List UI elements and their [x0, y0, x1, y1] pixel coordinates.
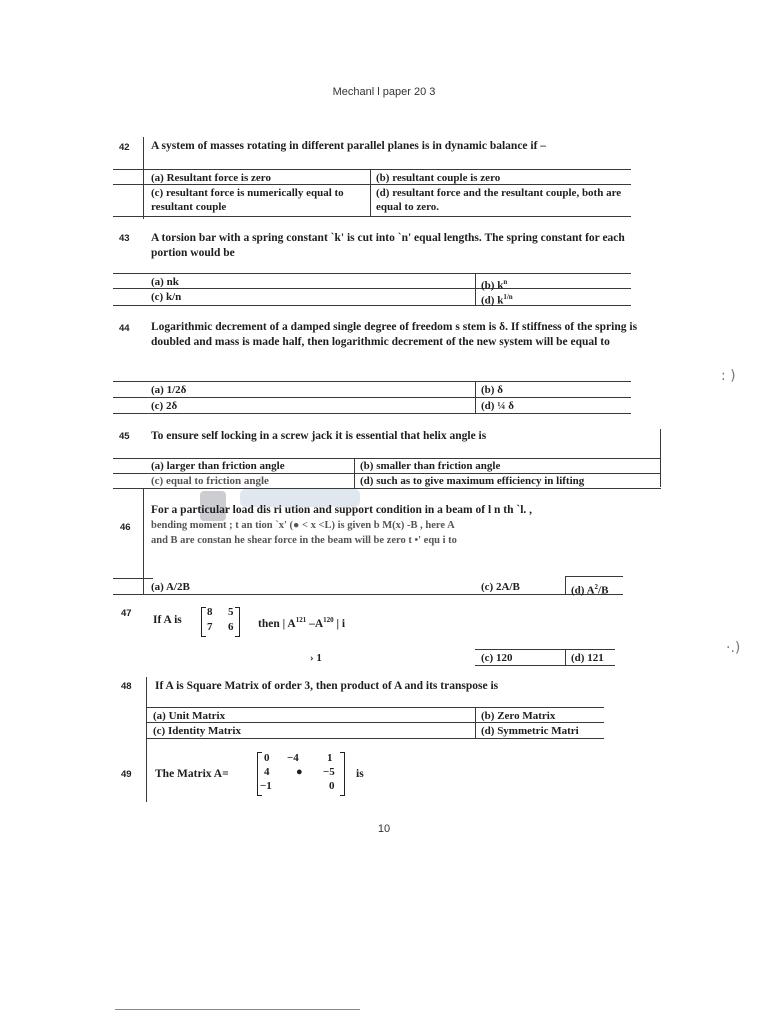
option-d-tail: /B: [598, 584, 609, 597]
table-rule: [146, 707, 604, 708]
option-c: (c) 2A/B: [481, 581, 520, 593]
table-rule: [146, 738, 604, 739]
table-rule: [113, 169, 631, 170]
option-c: (c) 120: [481, 652, 513, 664]
table-rule: [475, 649, 615, 650]
question-text: If A is Square Matrix of order 3, then product of A and its transpose is: [155, 680, 499, 692]
matrix-bracket-right: [340, 752, 345, 796]
option-b: (b) δ: [481, 384, 503, 396]
option-a: (a) larger than friction angle: [151, 460, 285, 472]
option-a: (a) Resultant force is zero: [151, 172, 271, 184]
table-rule: [113, 288, 631, 289]
question-text: A torsion bar with a spring constant `k' is cut into `n' equal lengths. The spring constant for each portion would be: [151, 232, 625, 259]
text-post: then | A: [258, 617, 296, 630]
table-rule: [113, 273, 631, 274]
table-rule: [565, 576, 566, 594]
matrix-bracket-right: [235, 607, 240, 637]
table-rule: [113, 578, 153, 579]
question-rule: [146, 677, 147, 802]
matrix-cell: ●: [296, 766, 303, 778]
table-rule: [475, 381, 476, 413]
option-a: (a) nk: [151, 276, 179, 288]
table-rule: [113, 305, 631, 306]
matrix-bracket-left: [201, 607, 206, 637]
option-b: (b) Zero Matrix: [481, 710, 556, 722]
margin-mark: : ): [721, 368, 736, 384]
option-d: (d) ¼ δ: [481, 400, 514, 412]
question-text-post: [258, 613, 345, 632]
table-rule: [565, 649, 566, 665]
question-text-line3: and B are constan he shear force in the beam will be zero t •' equ i to: [151, 535, 457, 546]
question-number: 44: [119, 323, 130, 334]
matrix-cell: 4: [264, 766, 270, 778]
option-c: (c) 2δ: [151, 400, 178, 412]
option-d: (d) such as to give maximum efficiency in lifting: [360, 475, 585, 487]
matrix-cell: 8: [207, 606, 213, 618]
option-a: (a) 1/2δ: [151, 384, 187, 396]
question-text: Logarithmic decrement of a damped single degree of freedom s stem is δ. If stiffness of the spring is doubled and mass is made half, then logarithmic decrement of the new system will be equal to: [151, 321, 638, 348]
table-rule: [370, 169, 371, 216]
option-c: (c) Identity Matrix: [153, 725, 241, 737]
table-rule: [113, 216, 631, 217]
question-rule: [143, 137, 144, 219]
option-c: (c) equal to friction angle: [151, 475, 269, 487]
question-number: 48: [121, 681, 132, 692]
page-header: Mechanl l paper 20 3: [332, 86, 436, 98]
option-b-sup: n: [503, 278, 508, 286]
matrix-cell: −5: [323, 766, 335, 778]
matrix-cell: 7: [207, 621, 213, 633]
option-d: [571, 580, 608, 598]
option-c: (c) resultant force is numerically equal to resultant couple: [151, 187, 344, 213]
question-number: 49: [121, 769, 132, 780]
option-d: [481, 290, 513, 308]
matrix-cell: 0: [329, 780, 335, 792]
question-number: 47: [121, 608, 132, 619]
question-text-line2: bending moment ; t an tion `x' (● < x <L) is given b M(x) -B , here A: [151, 520, 455, 531]
table-rule: [475, 273, 476, 305]
matrix-cell: 5: [228, 606, 234, 618]
option-d-text: (d) A: [571, 584, 595, 597]
option-b: (b) resultant couple is zero: [376, 172, 501, 184]
option-b: › 1: [310, 652, 322, 664]
option-c: (c) k/n: [151, 291, 182, 303]
question-number: 45: [119, 431, 130, 442]
option-a: (a) A/2B: [151, 581, 190, 593]
text-mid: –A: [306, 617, 324, 630]
table-rule: [475, 665, 615, 666]
exponent-1: 121: [295, 616, 307, 624]
option-d-text: (d) k: [481, 294, 504, 307]
matrix-cell: 1: [327, 752, 333, 764]
option-b-text: (b) k: [481, 279, 504, 292]
table-rule: [113, 397, 631, 398]
option-b: (b) smaller than friction angle: [360, 460, 501, 472]
margin-mark: ·.): [726, 640, 741, 656]
table-rule: [354, 458, 355, 488]
table-rule: [113, 594, 623, 595]
question-text-post: is: [356, 768, 364, 780]
question-number: 42: [119, 142, 130, 153]
matrix-cell: 6: [228, 621, 234, 633]
table-rule: [565, 576, 623, 577]
option-d: (d) Symmetric Matri: [481, 725, 579, 737]
question-text: To ensure self locking in a screw jack it is essential that helix angle is: [151, 430, 487, 442]
matrix-cell: −1: [260, 780, 272, 792]
question-number: 46: [120, 522, 131, 533]
exponent-2: 120: [323, 616, 334, 624]
question-text-pre: If A is: [153, 614, 182, 626]
option-d: (d) 121: [571, 652, 604, 664]
question-number: 43: [119, 233, 130, 244]
footer-rule: [115, 1009, 360, 1010]
option-d-sup: 1/n: [503, 293, 513, 301]
text-tail: | i: [333, 617, 346, 630]
matrix-cell: 0: [264, 752, 270, 764]
question-text: A system of masses rotating in different parallel planes is in dynamic balance if –: [151, 140, 547, 152]
option-a: (a) Unit Matrix: [153, 710, 226, 722]
table-rule: [113, 413, 631, 414]
question-text-line1: For a particular load dis ri ution and support condition in a beam of l n th `l. ,: [151, 504, 533, 516]
option-d: (d) resultant force and the resultant couple, both are equal to zero.: [376, 187, 622, 213]
matrix-cell: −4: [287, 752, 299, 764]
table-rule: [475, 707, 476, 738]
table-rule: [113, 381, 631, 382]
table-rule: [113, 488, 661, 489]
option-d-sup: 2: [594, 583, 599, 591]
page-number: 10: [377, 823, 391, 835]
question-text-pre: The Matrix A=: [155, 768, 229, 780]
